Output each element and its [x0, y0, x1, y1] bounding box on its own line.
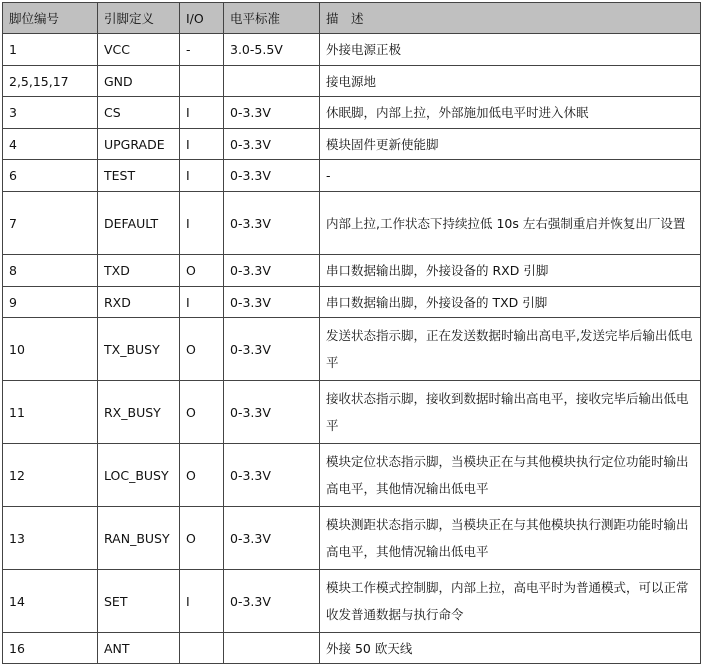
description-cell: 接收状态指示脚，接收到数据时输出高电平，接收完毕后输出低电平: [320, 381, 701, 444]
description-cell: 外接电源正极: [320, 34, 701, 66]
pin-number-cell: 4: [3, 129, 98, 160]
description-cell: -: [320, 160, 701, 192]
pin-definition-cell: CS: [98, 97, 180, 129]
table-row: [3, 570, 701, 633]
level-cell: [224, 633, 320, 664]
description-cell: 接电源地: [320, 66, 701, 97]
table-row: [3, 507, 701, 570]
pin-definition-cell: LOC_BUSY: [98, 444, 180, 507]
description-cell: 模块定位状态指示脚，当模块正在与其他模块执行定位功能时输出高电平，其他情况输出低电平: [320, 444, 701, 507]
table-row: [3, 633, 701, 664]
io-cell: I: [180, 287, 224, 318]
header-description: 描 述: [320, 3, 701, 34]
header-pin-number: 脚位编号: [3, 3, 98, 34]
table-row: [3, 318, 701, 381]
description-cell: 外接 50 欧天线: [320, 633, 701, 664]
table-row: [3, 381, 701, 444]
header-pin-definition: 引脚定义: [98, 3, 180, 34]
pin-number-cell: 3: [3, 97, 98, 129]
pin-number-cell: 6: [3, 160, 98, 192]
level-cell: 0-3.3V: [224, 192, 320, 255]
table-row: [3, 34, 701, 66]
level-cell: 0-3.3V: [224, 97, 320, 129]
pin-number-cell: 14: [3, 570, 98, 633]
io-cell: O: [180, 381, 224, 444]
header-level: 电平标准: [224, 3, 320, 34]
table-row: [3, 255, 701, 287]
level-cell: 0-3.3V: [224, 318, 320, 381]
io-cell: [180, 633, 224, 664]
pin-definition-cell: RAN_BUSY: [98, 507, 180, 570]
pin-definition-cell: DEFAULT: [98, 192, 180, 255]
level-cell: 0-3.3V: [224, 129, 320, 160]
table-row: [3, 129, 701, 160]
pin-definition-cell: TX_BUSY: [98, 318, 180, 381]
description-cell: 休眠脚，内部上拉，外部施加低电平时进入休眠: [320, 97, 701, 129]
pin-definition-cell: UPGRADE: [98, 129, 180, 160]
pin-definition-cell: GND: [98, 66, 180, 97]
description-cell: 模块工作模式控制脚，内部上拉，高电平时为普通模式，可以正常收发普通数据与执行命令: [320, 570, 701, 633]
pin-definition-cell: TXD: [98, 255, 180, 287]
io-cell: I: [180, 129, 224, 160]
pin-definition-cell: VCC: [98, 34, 180, 66]
table-row: [3, 66, 701, 97]
pin-definition-cell: RX_BUSY: [98, 381, 180, 444]
description-cell: 发送状态指示脚，正在发送数据时输出高电平,发送完毕后输出低电平: [320, 318, 701, 381]
level-cell: [224, 66, 320, 97]
level-cell: 0-3.3V: [224, 507, 320, 570]
pin-number-cell: 8: [3, 255, 98, 287]
table-row: [3, 192, 701, 255]
description-cell: 串口数据输出脚，外接设备的 TXD 引脚: [320, 287, 701, 318]
io-cell: I: [180, 192, 224, 255]
level-cell: 0-3.3V: [224, 444, 320, 507]
pin-definition-cell: TEST: [98, 160, 180, 192]
pin-number-cell: 1: [3, 34, 98, 66]
table-row: [3, 97, 701, 129]
pin-number-cell: 11: [3, 381, 98, 444]
level-cell: 0-3.3V: [224, 381, 320, 444]
level-cell: 0-3.3V: [224, 160, 320, 192]
pin-number-cell: 2,5,15,17: [3, 66, 98, 97]
description-cell: 串口数据输出脚，外接设备的 RXD 引脚: [320, 255, 701, 287]
io-cell: I: [180, 160, 224, 192]
pin-number-cell: 16: [3, 633, 98, 664]
description-cell: 模块测距状态指示脚，当模块正在与其他模块执行测距功能时输出高电平，其他情况输出低电平: [320, 507, 701, 570]
io-cell: I: [180, 97, 224, 129]
pin-definition-cell: SET: [98, 570, 180, 633]
header-io: I/O: [180, 3, 224, 34]
io-cell: O: [180, 318, 224, 381]
table-header-row: [3, 3, 701, 34]
io-cell: O: [180, 507, 224, 570]
table-row: [3, 287, 701, 318]
pin-number-cell: 9: [3, 287, 98, 318]
description-cell: 内部上拉,工作状态下持续拉低 10s 左右强制重启并恢复出厂设置: [320, 192, 701, 255]
io-cell: O: [180, 444, 224, 507]
pin-definition-table: [2, 2, 701, 664]
io-cell: O: [180, 255, 224, 287]
pin-definition-cell: ANT: [98, 633, 180, 664]
level-cell: 0-3.3V: [224, 570, 320, 633]
level-cell: 3.0-5.5V: [224, 34, 320, 66]
pin-number-cell: 10: [3, 318, 98, 381]
level-cell: 0-3.3V: [224, 255, 320, 287]
pin-definition-cell: RXD: [98, 287, 180, 318]
pin-number-cell: 12: [3, 444, 98, 507]
io-cell: I: [180, 570, 224, 633]
io-cell: [180, 66, 224, 97]
io-cell: -: [180, 34, 224, 66]
pin-number-cell: 7: [3, 192, 98, 255]
pin-number-cell: 13: [3, 507, 98, 570]
table-row: [3, 160, 701, 192]
level-cell: 0-3.3V: [224, 287, 320, 318]
table-row: [3, 444, 701, 507]
description-cell: 模块固件更新使能脚: [320, 129, 701, 160]
